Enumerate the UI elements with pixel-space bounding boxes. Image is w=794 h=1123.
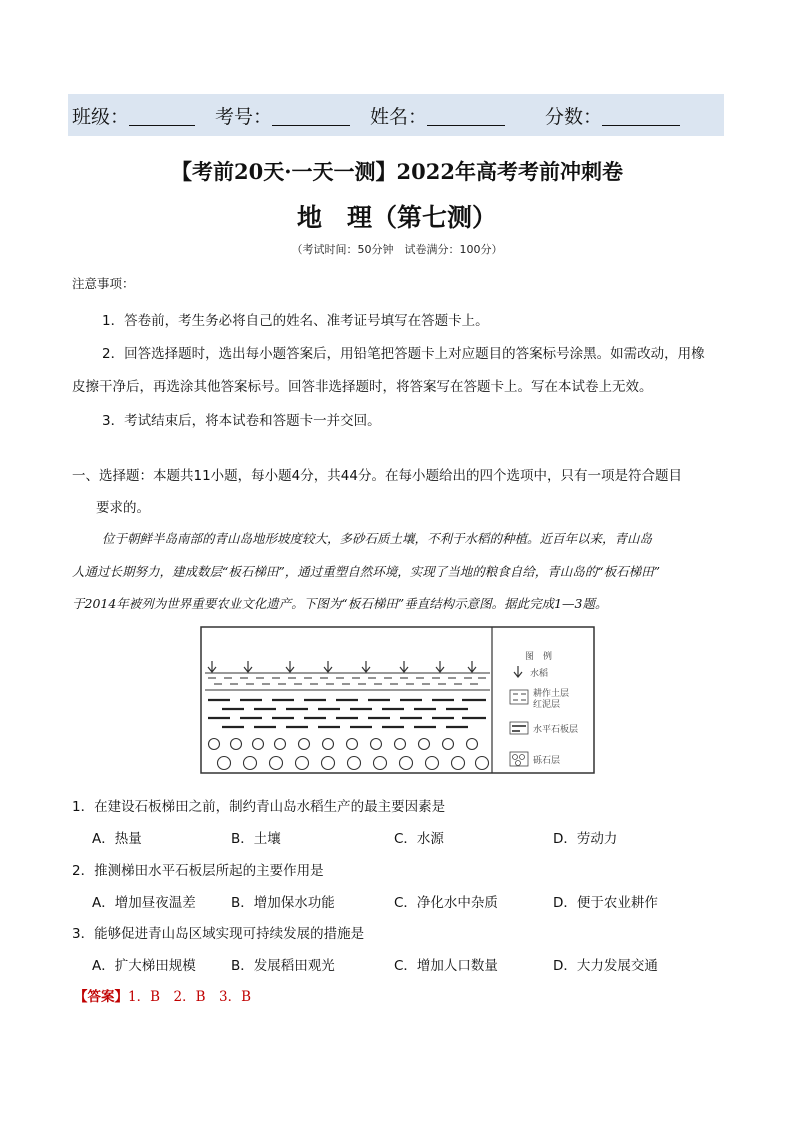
- legend-slab-label: 水平石板层: [533, 725, 579, 735]
- question-3-stem: 3．能够促进青山岛区域实现可持续发展的措施是: [72, 926, 365, 942]
- legend-soil-label: 耕作土层: [533, 689, 570, 699]
- notice-heading: 注意事项：: [72, 276, 135, 291]
- answer-label: 【答案】: [74, 989, 128, 1005]
- class-input-line[interactable]: [129, 105, 195, 126]
- notice-item-2-line-1: 2．回答选择题时，选出每小题答案后，用铅笔把答题卡上对应题目的答案标号涂黑。如需改动，用橡: [102, 346, 705, 362]
- question-2-option-c[interactable]: C．净化水中杂质: [394, 895, 498, 911]
- class-field: [72, 102, 195, 129]
- legend-gravel-label: 砾石层: [533, 756, 561, 766]
- subject-title: 地 理（第七测）: [296, 203, 497, 232]
- question-1-option-a[interactable]: A．热量: [92, 831, 142, 847]
- exam-title: 【考前20天·一天一测】2022年高考考前冲刺卷: [171, 159, 623, 184]
- question-1-stem: 1．在建设石板梯田之前，制约青山岛水稻生产的最主要因素是: [72, 799, 446, 815]
- answer-line: [74, 985, 251, 1005]
- passage-line-2: 人通过长期努力，建成数层“板石梯田”，通过重塑自然环境，实现了当地的粮食自给，青山岛的“板石梯田”: [72, 564, 661, 579]
- question-2-option-b[interactable]: B．增加保水功能: [231, 895, 335, 911]
- question-1-option-b[interactable]: B．土壤: [231, 831, 281, 847]
- question-3-option-a[interactable]: A．扩大梯田规模: [92, 958, 196, 974]
- question-3-option-c[interactable]: C．增加人口数量: [394, 958, 498, 974]
- exam-no-label: 考号：: [215, 105, 273, 128]
- name-input-line[interactable]: [427, 105, 505, 126]
- question-2-option-d[interactable]: D．便于农业耕作: [553, 895, 658, 911]
- question-2-option-a[interactable]: A．增加昼夜温差: [92, 895, 196, 911]
- section-heading-line-1: 一、选择题：本题共11小题，每小题4分，共44分。在每小题给出的四个选项中，只有一项是符合题目: [72, 468, 682, 484]
- question-1-option-c[interactable]: C．水源: [394, 831, 444, 847]
- legend-title: 图 例: [525, 652, 553, 662]
- question-1-option-d[interactable]: D．劳动力: [553, 831, 618, 847]
- section-heading-line-2: 要求的。: [96, 500, 150, 516]
- class-label: 班级：: [72, 105, 130, 128]
- passage-line-3: 于2014年被列为世界重要农业文化遗产。下图为“板石梯田”垂直结构示意图。据此完成1—3题。: [72, 596, 608, 611]
- notice-item-1: 1．答卷前，考生务必将自己的姓名、准考证号填写在答题卡上。: [102, 313, 489, 329]
- name-field: [370, 102, 505, 129]
- question-3-option-b[interactable]: B．发展稻田观光: [231, 958, 335, 974]
- score-label: 分数：: [545, 105, 603, 128]
- score-field: [545, 102, 680, 129]
- legend-rice-label: 水稻: [530, 669, 549, 679]
- notice-item-2-line-2: 皮擦干净后，再选涂其他答案标号。回答非选择题时，将答案写在答题卡上。写在本试卷上无效。: [72, 379, 653, 395]
- name-label: 姓名：: [370, 105, 428, 128]
- question-2-stem: 2．推测梯田水平石板层所起的主要作用是: [72, 863, 324, 879]
- terrace-structure-diagram: [200, 626, 595, 774]
- score-input-line[interactable]: [602, 105, 680, 126]
- exam-no-input-line[interactable]: [272, 105, 350, 126]
- question-3-option-d[interactable]: D．大力发展交通: [553, 958, 658, 974]
- answer-text: 1．B 2．B 3．B: [128, 989, 252, 1005]
- student-info-bar: [68, 94, 724, 136]
- legend-clay-label: 红泥层: [533, 700, 561, 710]
- passage-line-1: 位于朝鲜半岛南部的青山岛地形坡度较大，多砂石质土壤，不利于水稻的种植。近百年以来，青山岛: [102, 531, 653, 546]
- exam-subtitle: （考试时间：50分钟 试卷满分：100分）: [291, 243, 503, 256]
- notice-item-3: 3．考试结束后，将本试卷和答题卡一并交回。: [102, 413, 381, 429]
- exam-no-field: [215, 102, 350, 129]
